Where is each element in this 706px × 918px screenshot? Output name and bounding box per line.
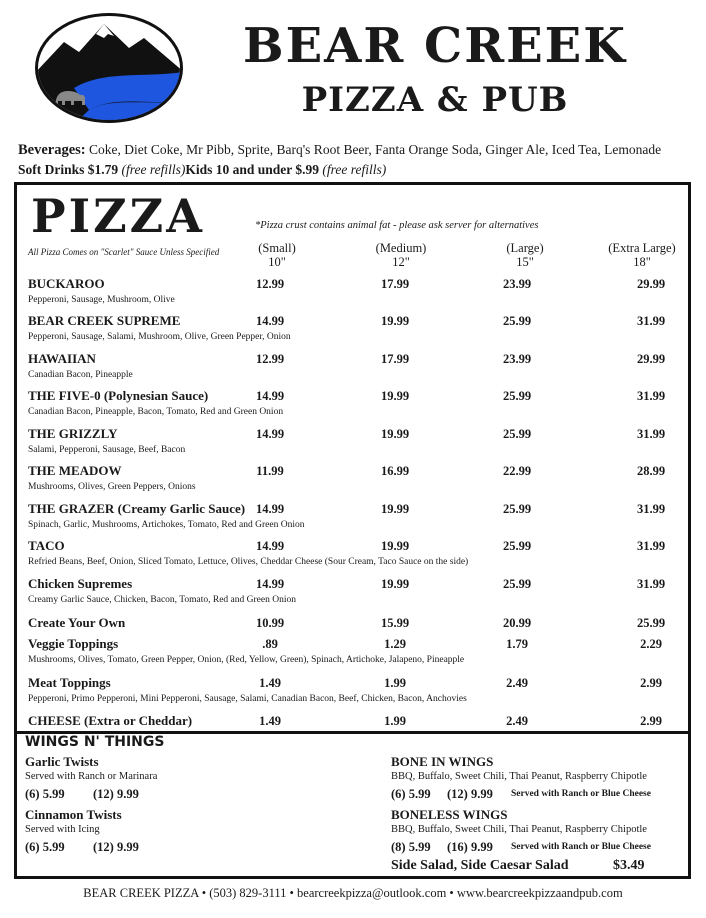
- kids-refill-note: (free refills): [322, 162, 387, 177]
- pizza-price-medium: 17.99: [380, 352, 410, 366]
- restaurant-name: BEAR CREEK: [243, 18, 627, 74]
- size-inches: 18": [633, 255, 651, 269]
- pizza-item-name: TACO: [28, 538, 65, 553]
- pizza-price-small: 12.99: [255, 277, 285, 291]
- pizza-price-small: 10.99: [255, 616, 285, 630]
- pizza-price-xlarge: 31.99: [636, 502, 666, 516]
- pizza-price-xlarge: 31.99: [636, 577, 666, 591]
- pizza-item-name: THE FIVE-0 (Polynesian Sauce): [28, 388, 209, 403]
- pizza-item-name: Chicken Supremes: [28, 576, 133, 591]
- pizza-price-medium: 17.99: [380, 277, 410, 291]
- pizza-item-name: Meat Toppings: [28, 675, 111, 690]
- pizza-item-name: BUCKAROO: [28, 276, 105, 291]
- pizza-price-small: 14.99: [255, 577, 285, 591]
- bear-creek-logo: [34, 12, 184, 124]
- pizza-item-name: Create Your Own: [28, 615, 126, 630]
- pizza-item-name: THE GRAZER (Creamy Garlic Sauce): [28, 501, 246, 516]
- pizza-item-description: Refried Beans, Beef, Onion, Sliced Tomato, Lettuce, Olives, Cheddar Cheese (Sour Cream, Taco Sauce on the side): [28, 557, 469, 567]
- cinnamon-twists-price-12: (12) 9.99: [93, 840, 139, 854]
- pizza-price-small: 14.99: [255, 539, 285, 553]
- pizza-price-small: 14.99: [255, 427, 285, 441]
- pizza-item-name: BEAR CREEK SUPREME: [28, 313, 181, 328]
- garlic-twists-price-12: (12) 9.99: [93, 787, 139, 801]
- boneless-price-8: (8) 5.99: [391, 840, 431, 854]
- kids-price: Kids 10 and under $.99: [185, 162, 320, 177]
- pizza-item-description: Canadian Bacon, Pineapple: [28, 370, 133, 380]
- pizza-item-name: THE MEADOW: [28, 463, 122, 478]
- bone-in-wings-flavors: BBQ, Buffalo, Sweet Chili, Thai Peanut, Raspberry Chipotle: [391, 771, 647, 782]
- pizza-item-description: Creamy Garlic Sauce, Chicken, Bacon, Tomato, Red and Green Onion: [28, 595, 296, 605]
- size-label: (Large): [506, 241, 544, 255]
- size-large: [475, 241, 575, 269]
- pizza-item-name: CHEESE (Extra or Cheddar): [28, 713, 193, 728]
- pizza-price-medium: 19.99: [380, 427, 410, 441]
- pizza-price-xlarge: 31.99: [636, 314, 666, 328]
- pizza-item-name: HAWAIIAN: [28, 351, 96, 366]
- pizza-price-large: 23.99: [502, 277, 532, 291]
- pizza-price-large: 1.79: [506, 637, 528, 651]
- pizza-section: [14, 182, 691, 734]
- garlic-twists-name: Garlic Twists: [25, 754, 99, 769]
- size-inches: 12": [392, 255, 410, 269]
- pizza-price-large: 25.99: [502, 539, 532, 553]
- pizza-item-description: Salami, Pepperoni, Sausage, Beef, Bacon: [28, 445, 186, 455]
- pizza-price-large: 20.99: [502, 616, 532, 630]
- pizza-price-medium: 19.99: [380, 502, 410, 516]
- pizza-price-xlarge: 31.99: [636, 427, 666, 441]
- pizza-price-xlarge: 2.99: [640, 714, 662, 728]
- cinnamon-twists-name: Cinnamon Twists: [25, 807, 122, 822]
- beverages-list: Coke, Diet Coke, Mr Pibb, Sprite, Barq's Root Beer, Fanta Orange Soda, Ginger Ale, Iced Tea, Lemonade: [89, 142, 662, 157]
- bone-in-price-12: (12) 9.99: [447, 787, 493, 801]
- pizza-price-xlarge: 31.99: [636, 389, 666, 403]
- size-label: (Medium): [375, 241, 427, 255]
- garlic-twists-desc: Served with Ranch or Marinara: [25, 771, 158, 782]
- soft-refill-note: (free refills): [121, 162, 186, 177]
- boneless-wings-name: BONELESS WINGS: [391, 807, 508, 822]
- crust-note: *Pizza crust contains animal fat - please ask server for alternatives: [255, 220, 539, 231]
- cinnamon-twists-desc: Served with Icing: [25, 824, 100, 835]
- pizza-item-name: Veggie Toppings: [28, 636, 119, 651]
- pizza-price-xlarge: 28.99: [636, 464, 666, 478]
- pizza-price-medium: 1.99: [384, 714, 406, 728]
- pizza-price-large: 25.99: [502, 502, 532, 516]
- boneless-sauce-note: Served with Ranch or Blue Cheese: [511, 842, 651, 852]
- pizza-item-description: Spinach, Garlic, Mushrooms, Artichokes, Tomato, Red and Green Onion: [28, 520, 305, 530]
- cinnamon-twists-price-6: (6) 5.99: [25, 840, 65, 854]
- pizza-price-large: 25.99: [502, 577, 532, 591]
- bone-in-sauce-note: Served with Ranch or Blue Cheese: [511, 789, 651, 799]
- pizza-item-name: THE GRIZZLY: [28, 426, 118, 441]
- pizza-item-description: Mushrooms, Olives, Tomato, Green Pepper, Onion, (Red, Yellow, Green), Spinach, Artichoke, Jalapeno, Pineapple: [28, 655, 465, 665]
- pizza-price-large: 22.99: [502, 464, 532, 478]
- pizza-price-medium: 1.99: [384, 676, 406, 690]
- pizza-price-medium: 15.99: [380, 616, 410, 630]
- pizza-heading: PIZZA: [31, 189, 205, 243]
- pizza-price-small: 14.99: [255, 502, 285, 516]
- bone-in-wings-name: BONE IN WINGS: [391, 754, 494, 769]
- pizza-sauce-note: All Pizza Comes on "Scarlet" Sauce Unless Specified: [28, 247, 220, 257]
- pizza-price-large: 25.99: [502, 314, 532, 328]
- pizza-price-small: 1.49: [259, 676, 281, 690]
- boneless-price-16: (16) 9.99: [447, 840, 493, 854]
- pizza-item-description: Canadian Bacon, Pineapple, Bacon, Tomato, Red and Green Onion: [28, 407, 284, 417]
- pizza-price-medium: 1.29: [384, 637, 406, 651]
- pizza-price-small: 11.99: [256, 464, 284, 478]
- side-salad-name: Side Salad, Side Caesar Salad: [391, 858, 569, 873]
- pizza-price-large: 25.99: [502, 389, 532, 403]
- beverages-label: Beverages:: [18, 142, 86, 158]
- pizza-price-xlarge: 29.99: [636, 277, 666, 291]
- wings-section: [14, 730, 691, 879]
- pizza-price-medium: 16.99: [380, 464, 410, 478]
- size-inches: 10": [268, 255, 286, 269]
- pizza-price-small: 14.99: [255, 389, 285, 403]
- side-salad-price: $3.49: [613, 858, 645, 873]
- pizza-price-medium: 19.99: [380, 314, 410, 328]
- pizza-price-xlarge: 2.29: [640, 637, 662, 651]
- pizza-price-xlarge: 2.99: [640, 676, 662, 690]
- pizza-price-large: 2.49: [506, 714, 528, 728]
- beverages-line: [18, 142, 661, 159]
- bone-in-price-6: (6) 5.99: [391, 787, 431, 801]
- wings-heading: WINGS N' THINGS: [25, 734, 165, 750]
- pizza-item-description: Mushrooms, Olives, Green Peppers, Onions: [28, 482, 196, 492]
- soft-drinks-price: Soft Drinks $1.79: [18, 162, 119, 177]
- pizza-price-small: 12.99: [255, 352, 285, 366]
- pizza-price-xlarge: 31.99: [636, 539, 666, 553]
- footer-contact: BEAR CREEK PIZZA • (503) 829-3111 • bearcreekpizza@outlook.com • www.bearcreekpizzaandpub.com: [83, 886, 623, 900]
- pizza-price-large: 25.99: [502, 427, 532, 441]
- size-extra-large: [592, 241, 692, 269]
- pizza-price-large: 2.49: [506, 676, 528, 690]
- size-small: [227, 241, 327, 269]
- size-label: (Small): [258, 241, 296, 255]
- garlic-twists-price-6: (6) 5.99: [25, 787, 65, 801]
- pizza-price-small: .89: [262, 637, 278, 651]
- soft-drinks-line: [18, 162, 386, 178]
- size-medium: [351, 241, 451, 269]
- boneless-wings-flavors: BBQ, Buffalo, Sweet Chili, Thai Peanut, Raspberry Chipotle: [391, 824, 647, 835]
- pizza-price-xlarge: 29.99: [636, 352, 666, 366]
- size-label: (Extra Large): [608, 241, 676, 255]
- pizza-price-xlarge: 25.99: [636, 616, 666, 630]
- pizza-price-large: 23.99: [502, 352, 532, 366]
- pizza-price-small: 1.49: [259, 714, 281, 728]
- pizza-item-description: Pepperoni, Sausage, Salami, Mushroom, Olive, Green Pepper, Onion: [28, 332, 291, 342]
- pizza-item-description: Pepperoni, Primo Pepperoni, Mini Pepperoni, Sausage, Salami, Canadian Bacon, Beef, Chicken, Bacon, Anchovies: [28, 694, 467, 704]
- pizza-price-medium: 19.99: [380, 539, 410, 553]
- size-inches: 15": [516, 255, 534, 269]
- restaurant-subtitle: PIZZA & PUB: [301, 80, 569, 120]
- pizza-item-description: Pepperoni, Sausage, Mushroom, Olive: [28, 295, 175, 305]
- pizza-price-small: 14.99: [255, 314, 285, 328]
- pizza-price-medium: 19.99: [380, 389, 410, 403]
- pizza-price-medium: 19.99: [380, 577, 410, 591]
